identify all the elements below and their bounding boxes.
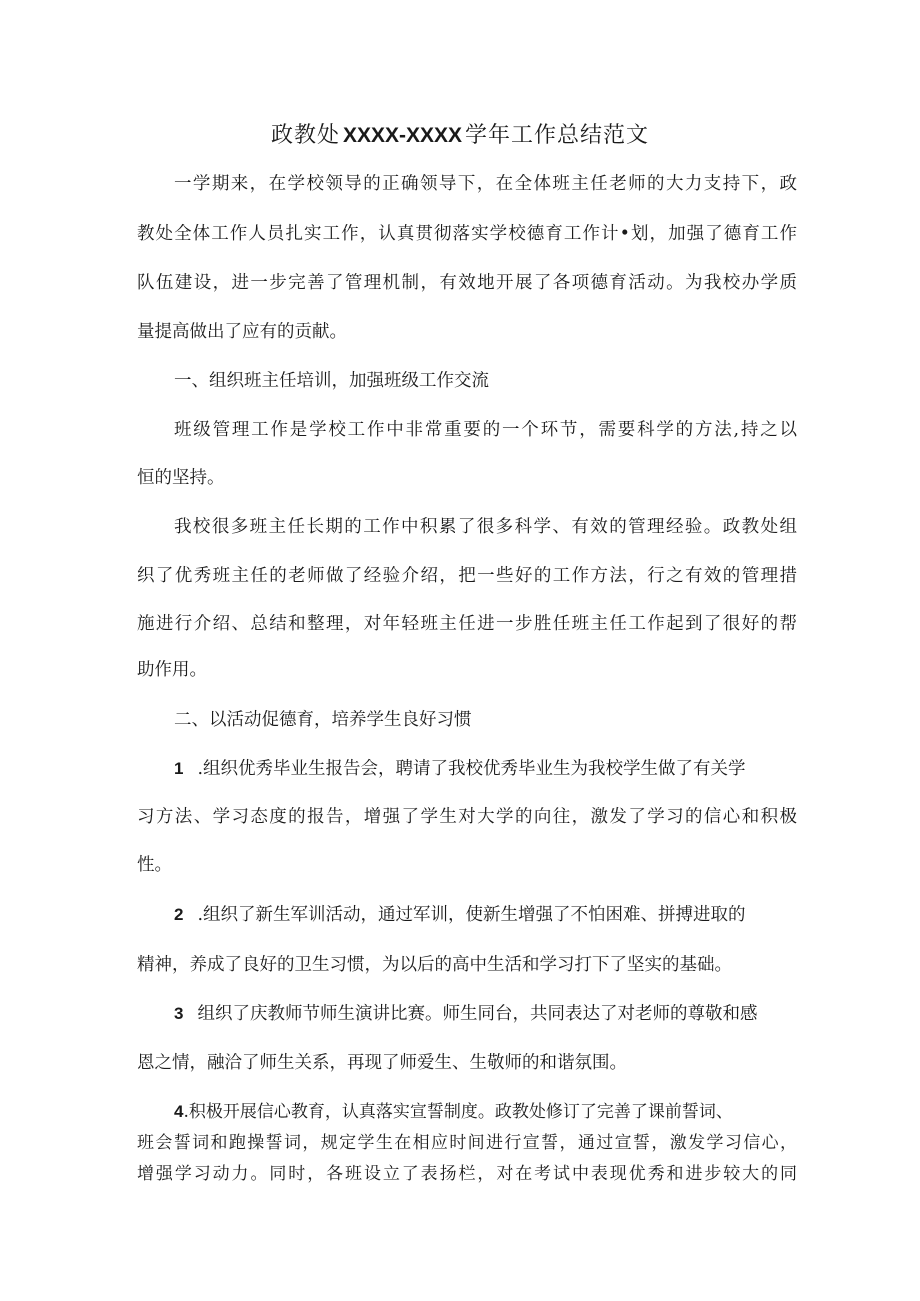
item4-line-3: 增强学习动力。同时，各班设立了表扬栏，对在考试中表现优秀和进步较大的同 (137, 1164, 797, 1184)
section1-p1-line-2: 恒的坚持。 (137, 468, 225, 488)
item1-text-1: .组织优秀毕业生报告会，聘请了我校优秀毕业生为我校学生做了有关学 (197, 759, 746, 779)
title-prefix: 政教处 (270, 123, 340, 148)
item1-number: 1 (174, 759, 184, 778)
title-code: XXXX-XXXX (342, 124, 463, 147)
intro-line-3: 队伍建设，进一步完善了管理机制，有效地开展了各项德育活动。为我校办学质 (137, 273, 797, 293)
title-suffix: 学年工作总结范文 (465, 123, 650, 148)
item3-text-1: 组织了庆教师节师生演讲比赛。师生同台，共同表达了对老师的尊敬和感 (197, 1004, 758, 1024)
section1-p2-line-1: 我校很多班主任长期的工作中积累了很多科学、有效的管理经验。政教处组 (174, 517, 797, 537)
section1-p2-line-4: 助作用。 (137, 660, 207, 680)
item3-number: 3 (174, 1004, 184, 1023)
item1-line-2: 习方法、学习态度的报告，增强了学生对大学的向往，激发了学习的信心和积极 (137, 807, 797, 827)
item2-line-1 (174, 903, 797, 927)
item4-line-2: 班会誓词和跑操誓词，规定学生在相应时间进行宣誓，通过宣誓，激发学习信心， (137, 1133, 797, 1153)
item2-number: 2 (174, 905, 184, 924)
section2-heading: 二、以活动促德育，培养学生良好习惯 (174, 710, 472, 730)
item3-line-2: 恩之情，融洽了师生关系，再现了师爱生、生敬师的和谐氛围。 (137, 1053, 627, 1073)
document-title (0, 118, 920, 149)
item4-number: 4 (174, 1102, 184, 1121)
intro-line-1: 一学期来，在学校领导的正确领导下，在全体班主任老师的大力支持下，政 (174, 174, 797, 194)
section1-p1-line-1: 班级管理工作是学校工作中非常重要的一个环节，需要科学的方法,持之以 (174, 420, 797, 440)
section1-heading: 一、组织班主任培训，加强班级工作交流 (174, 371, 489, 391)
item2-line-2: 精神，养成了良好的卫生习惯，为以后的高中生活和学习打下了坚实的基础。 (137, 955, 732, 975)
item1-line-1 (174, 757, 797, 781)
intro-line-2: 教处全体工作人员扎实工作，认真贯彻落实学校德育工作计•划，加强了德育工作 (137, 224, 797, 244)
item1-line-3: 性。 (137, 855, 172, 875)
item3-line-1 (174, 1002, 797, 1026)
item2-text-1: .组织了新生军训活动，通过军训，使新生增强了不怕困难、拼搏进取的 (197, 905, 746, 925)
section1-p2-line-2: 织了优秀班主任的老师做了经验介绍，把一些好的工作方法，行之有效的管理措 (137, 566, 797, 586)
item4-line-1 (174, 1100, 797, 1124)
intro-line-4: 量提高做出了应有的贡献。 (137, 322, 347, 342)
item4-text-1: .积极开展信心教育，认真落实宣誓制度。政教处修订了完善了课前誓词、 (183, 1102, 733, 1122)
section1-p2-line-3: 施进行介绍、总结和整理，对年轻班主任进一步胜任班主任工作起到了很好的帮 (137, 614, 797, 634)
